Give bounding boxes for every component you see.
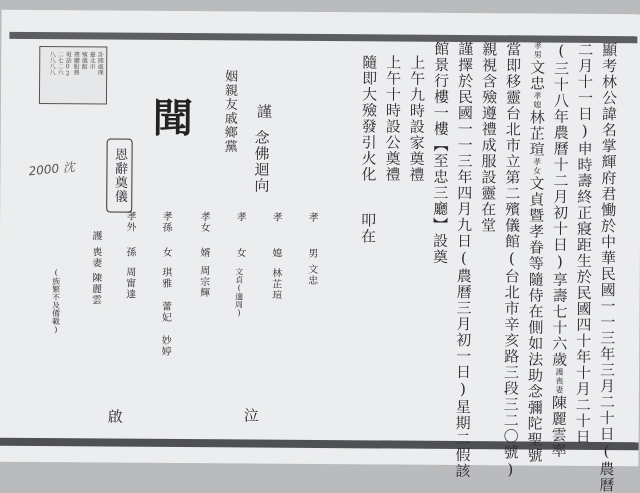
mourner-6-rel: 孫 (123, 246, 135, 258)
mourner-5-rel: 女 (159, 246, 171, 258)
notice-line-4c: 孝媳 (532, 91, 543, 110)
addressee: 姻親友戚鄉黨 (221, 69, 238, 154)
mourner-2-role: 孝 (270, 211, 282, 223)
family-note: (族繁不及備載) (51, 268, 61, 335)
notice-line-4 (525, 41, 547, 464)
mourner-1-rel: 男 (305, 247, 317, 259)
notice-line-3-note: 護喪妻 (554, 367, 565, 395)
notice-line-3a: (三十八年農曆十二月初十日)享壽七十六歲 (550, 41, 571, 368)
notice-line-1: 顯考林公諱名掌輝府君慟於中華民國一一三年三月二十日(農曆 (597, 41, 619, 493)
funeral-stamp (39, 46, 107, 104)
mourner-3-role: 孝 (234, 211, 246, 223)
mourner-1-role: 孝 (306, 211, 318, 223)
mourner-3-name: 文貞(適周) (234, 267, 244, 318)
notice-line-8 (432, 41, 449, 265)
footer-left: 啟 (105, 408, 124, 425)
notice-line-7: 謹擇於民國一一三年四月九日(農曆三月初一日)星期二假該 (453, 40, 475, 480)
decline-gifts-badge (106, 139, 133, 213)
notice-line-11b: 叩在 (358, 212, 378, 245)
mourner-2-rel: 媳 (269, 247, 281, 259)
hall-name: 【至忠三廳】 (431, 136, 450, 233)
stamp-line-5: 電話02 (64, 51, 72, 78)
stamp-line-1: 訃聞處理 (96, 51, 104, 76)
notice-line-4e: 孝女 (532, 157, 542, 176)
notice-line-8b: 設奠 (430, 232, 450, 265)
mourner-4-role: 孝女 (198, 211, 210, 234)
notice-line-11 (358, 54, 379, 245)
mourner-6-name: 周甯達 (123, 266, 135, 300)
notice-line-4f: 文貞暨孝眷等隨侍在側如法助念彌陀聖號 (525, 175, 546, 464)
notice-line-5: 當即移靈台北市立第二殯儀館(台北市辛亥路三段三二〇號) (501, 41, 523, 480)
request-char: 謹 (254, 103, 273, 120)
mourner-7-role: 護 (89, 230, 102, 242)
badge-text: 恩辭奠儀 (111, 147, 128, 204)
stamp-line-4: 禮廳服務 (72, 51, 80, 76)
stamp-line-3: 殯儀館 (80, 51, 88, 70)
notice-line-2: 二月十一日)申時壽終正寢距生於民國四十年十月二十日 (573, 41, 595, 445)
notice-line-10: 上午十時設公奠禮 (383, 54, 403, 183)
mourner-7-name: 陳麗雲 (89, 272, 101, 306)
notice-line-4b: 文忠 (528, 59, 547, 92)
mourner-5-name: 琪雅 蕾妃 妙婷 (159, 266, 171, 357)
mourner-7-rel: 喪妻 (89, 246, 101, 269)
stamp-line-7: 八八八八 (48, 51, 56, 76)
mourner-5-role: 孝孫 (160, 210, 172, 233)
obituary-sheet (0, 10, 640, 493)
notice-line-9: 上午九時設家奠禮 (407, 54, 427, 183)
mourner-2-name: 林芷瑄 (269, 267, 281, 301)
notice-line-4d: 林芷瑄 (527, 109, 546, 158)
mourner-3-rel: 女 (233, 247, 245, 259)
footer-right: 泣 (241, 407, 260, 424)
stamp-line-2: 臺北市 (88, 51, 96, 70)
obituary-mark: 聞 (152, 94, 193, 143)
mourner-6-role: 孝外 (124, 210, 136, 233)
notice-line-4a: 孝男 (533, 41, 543, 60)
mourner-4-rel: 婿 (197, 247, 209, 259)
mourner-1-name: 文忠 (305, 263, 317, 286)
stamp-line-6: 二七二六 (56, 51, 64, 76)
notice-line-8a: 館景行樓一樓 (431, 40, 451, 137)
notice-line-3b: 陳麗雲率 (549, 394, 568, 459)
notice-line-6: 親視含殮遵禮成服設靈在堂 (479, 41, 499, 234)
notice-line-3 (549, 41, 571, 459)
handwritten-note: 2000 沈 (27, 159, 76, 179)
mourner-4-name: 周宗輝 (197, 265, 209, 299)
notice-line-11a: 隨即大殮發引火化 (359, 54, 379, 183)
request-text: 念佛迴向 (252, 129, 271, 194)
